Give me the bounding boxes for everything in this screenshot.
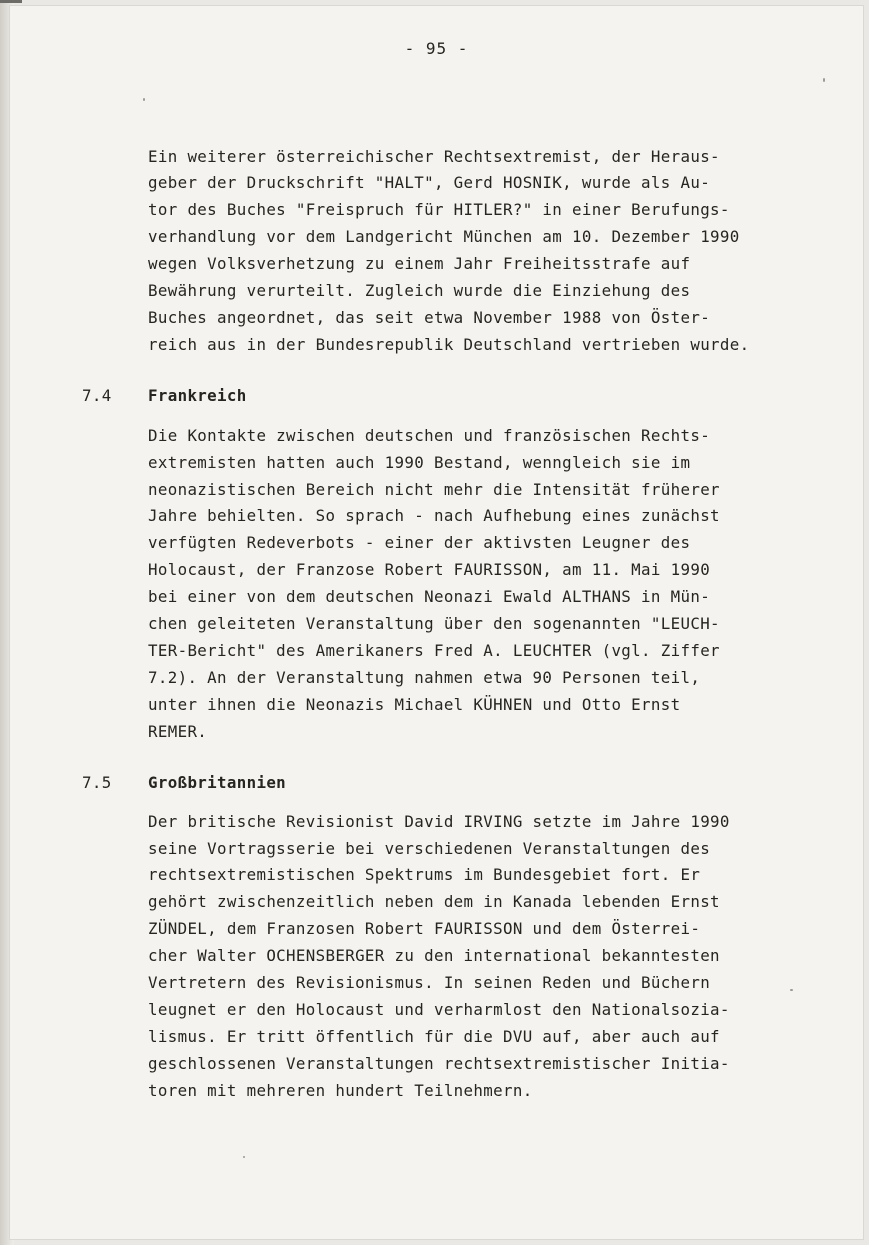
paragraph-line: Jahre behielten. So sprach - nach Aufhebung eines zunächst (148, 506, 720, 525)
paragraph-line: Vertretern des Revisionismus. In seinen Reden und Büchern (148, 973, 711, 992)
paragraph-line: verhandlung vor dem Landgericht München am 10. Dezember 1990 (148, 227, 740, 246)
paragraph-line: verfügten Redeverbots - einer der aktivsten Leugner des (148, 533, 691, 552)
paragraph-line: Holocaust, der Franzose Robert FAURISSON, am 11. Mai 1990 (148, 560, 711, 579)
paragraph-line: Der britische Revisionist David IRVING setzte im Jahre 1990 (148, 812, 730, 831)
paragraph-line: chen geleiteten Veranstaltung über den sogenannten "LEUCH- (148, 614, 720, 633)
scan-speck (243, 1156, 245, 1158)
paragraph-line: gehört zwischenzeitlich neben dem in Kanada lebenden Ernst (148, 892, 720, 911)
paragraph-line: Ein weiterer österreichischer Rechtsextremist, der Heraus- (148, 147, 720, 166)
paragraph-line: Die Kontakte zwischen deutschen und französischen Rechts- (148, 426, 711, 445)
paragraph-line: geber der Druckschrift "HALT", Gerd HOSNIK, wurde als Au- (148, 173, 711, 192)
paragraph-line: cher Walter OCHENSBERGER zu den international bekanntesten (148, 946, 720, 965)
paragraph-line: leugnet er den Holocaust und verharmlost den Nationalsozia- (148, 1000, 730, 1019)
section-number: 7.4 (82, 386, 112, 405)
paragraph-line: reich aus in der Bundesrepublik Deutschland vertrieben wurde. (148, 335, 750, 354)
section-heading: Frankreich (148, 386, 247, 405)
paragraph-line: Bewährung verurteilt. Zugleich wurde die Einziehung des (148, 281, 691, 300)
paragraph-line: tor des Buches "Freispruch für HITLER?" in einer Berufungs- (148, 200, 730, 219)
paragraph-line: 7.2). An der Veranstaltung nahmen etwa 90 Personen teil, (148, 668, 701, 687)
paragraph-line: rechtsextremistischen Spektrums im Bundesgebiet fort. Er (148, 865, 701, 884)
paragraph-line: toren mit mehreren hundert Teilnehmern. (148, 1081, 533, 1100)
paragraph-line: Buches angeordnet, das seit etwa November 1988 von Öster- (148, 308, 711, 327)
paragraph-line: TER-Bericht" des Amerikaners Fred A. LEUCHTER (vgl. Ziffer (148, 641, 720, 660)
paragraph-line: extremisten hatten auch 1990 Bestand, wenngleich sie im (148, 453, 691, 472)
paragraph-line: REMER. (148, 722, 208, 741)
page-number: - 95 - (404, 39, 469, 58)
scan-speck (823, 78, 825, 82)
paragraph-line: seine Vortragsserie bei verschiedenen Veranstaltungen des (148, 839, 711, 858)
paragraph-line: neonazistischen Bereich nicht mehr die Intensität früherer (148, 480, 720, 499)
paragraph-line: unter ihnen die Neonazis Michael KÜHNEN und Otto Ernst (148, 695, 681, 714)
section-heading: Großbritannien (148, 773, 287, 792)
paragraph-line: bei einer von dem deutschen Neonazi Ewald ALTHANS in Mün- (148, 587, 711, 606)
section-number: 7.5 (82, 773, 112, 792)
paragraph-line: ZÜNDEL, dem Franzosen Robert FAURISSON und dem Österrei- (148, 919, 701, 938)
scan-speck (143, 98, 145, 101)
paragraph-line: wegen Volksverhetzung zu einem Jahr Freiheitsstrafe auf (148, 254, 691, 273)
paragraph-line: lismus. Er tritt öffentlich für die DVU auf, aber auch auf (148, 1027, 720, 1046)
scan-speck (790, 989, 793, 991)
paragraph-line: geschlossenen Veranstaltungen rechtsextremistischer Initia- (148, 1054, 730, 1073)
document-page (10, 6, 863, 1239)
